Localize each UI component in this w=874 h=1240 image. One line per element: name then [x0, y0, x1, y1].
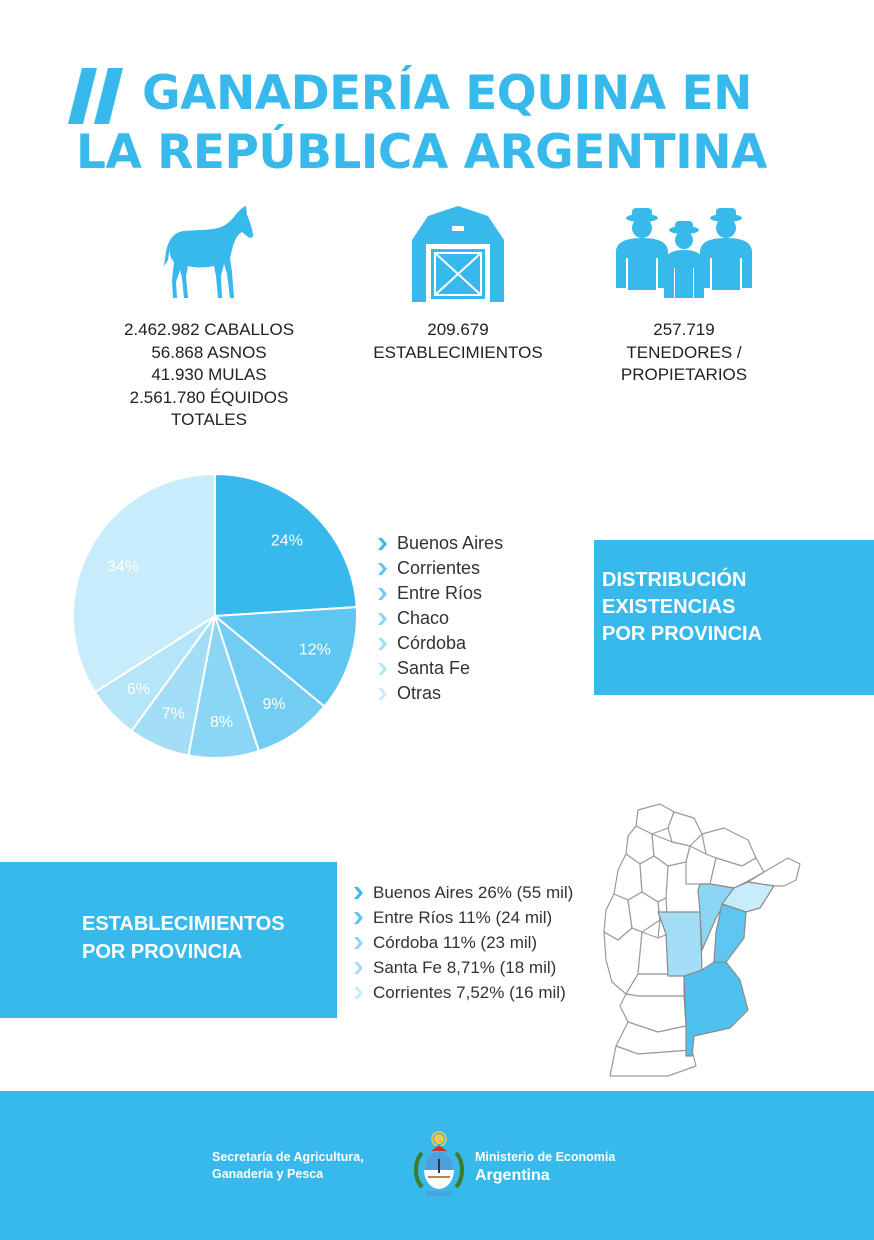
legend-label: Córdoba [397, 633, 467, 653]
stat-line: TENEDORES / [626, 342, 742, 362]
chart-legend [378, 531, 503, 706]
list-item [354, 955, 573, 980]
title-line-2: LA REPÚBLICA ARGENTINA [76, 125, 767, 180]
chevron-right-icon [378, 563, 387, 575]
stat-line: 41.930 MULAS [151, 365, 267, 384]
legend-label: Santa Fe [397, 658, 471, 678]
chevron-right-icon [354, 987, 363, 999]
legend-label: Otras [397, 683, 442, 703]
list-item [354, 980, 573, 1005]
stat-line: 56.868 ASNOS [151, 342, 267, 362]
stat-line: 257.719 [653, 320, 715, 339]
chevron-right-icon [378, 538, 387, 550]
distribution-heading [602, 567, 762, 648]
legend-label: Buenos Aires [397, 533, 504, 553]
stat-line: 209.679 [427, 320, 489, 339]
pie-label-santa-fe: 6% [126, 680, 151, 698]
horse-icon [164, 206, 254, 300]
legend-item [378, 581, 503, 606]
heading-line: EXISTENCIAS [602, 596, 736, 618]
argentina-map-icon [598, 800, 804, 1082]
chevron-right-icon [378, 588, 387, 600]
establishments-stat [358, 319, 558, 364]
title-line-1: GANADERÍA EQUINA EN [142, 66, 752, 121]
list-item-text: Córdoba 11% (23 mil) [373, 933, 538, 952]
heading-line: DISTRIBUCIÓN [602, 569, 747, 591]
chevron-right-icon [378, 688, 387, 700]
chevron-right-icon [354, 962, 363, 974]
legend-label: Chaco [397, 608, 450, 628]
list-item-text: Corrientes 7,52% (16 mil) [373, 983, 566, 1002]
heading-line: POR PROVINCIA [82, 941, 243, 963]
pie-label-corrientes: 12% [298, 641, 331, 659]
establishments-heading [82, 910, 285, 966]
legend-item [378, 656, 503, 681]
legend-label: Entre Ríos [397, 583, 483, 603]
pie-label-entre-rios: 9% [262, 695, 286, 713]
pie-label-chaco: 8% [210, 713, 234, 731]
heading-line: ESTABLECIMIENTOS [82, 913, 285, 935]
pie-label-otras: 34% [106, 558, 140, 576]
chevron-right-icon [354, 937, 363, 949]
list-item-text: Santa Fe 8,71% (18 mil) [373, 958, 557, 977]
establishments-list [354, 880, 573, 1005]
heading-line: POR PROVINCIA [602, 623, 763, 645]
stat-line: 2.462.982 CABALLOS [123, 320, 295, 339]
pie-label-cordoba: 7% [161, 705, 185, 723]
barn-icon [412, 206, 504, 302]
farmers-icon [612, 206, 756, 298]
chevron-right-icon [378, 663, 387, 675]
legend-item [378, 556, 503, 581]
owners-stat [594, 319, 774, 387]
legend-label: Corrientes [397, 558, 481, 578]
list-item-text: Buenos Aires 26% (55 mil) [373, 883, 574, 902]
establishments-heading-box [0, 862, 337, 1018]
pie-chart [60, 470, 380, 770]
legend-item [378, 606, 503, 631]
ministerio-line-2: Argentina [475, 1167, 550, 1184]
secretaria-line-1: Secretaría de Agricultura, [212, 1150, 364, 1164]
stat-line: TOTALES [171, 410, 247, 429]
secretaria-line-2: Ganadería y Pesca [212, 1167, 324, 1181]
stat-line: PROPIETARIOS [620, 365, 748, 384]
list-item [354, 930, 573, 955]
distribution-heading-box [594, 540, 874, 695]
chevron-right-icon [354, 887, 363, 899]
ministerio-line-1: Ministerio de Economía [475, 1150, 616, 1164]
equines-stat [104, 319, 314, 432]
footer [0, 1091, 874, 1240]
list-item [354, 880, 573, 905]
page-title [76, 64, 767, 182]
stat-line: ESTABLECIMIENTOS [373, 342, 543, 362]
legend-item [378, 531, 503, 556]
argentina-coat-of-arms-icon [414, 1129, 464, 1201]
legend-item [378, 631, 503, 656]
chevron-right-icon [354, 912, 363, 924]
pie-label-buenos-aires: 24% [270, 532, 303, 550]
chevron-right-icon [378, 638, 387, 650]
secretaria-label [212, 1149, 364, 1183]
stat-line: 2.561.780 ÉQUIDOS [129, 387, 289, 407]
legend-item [378, 681, 503, 706]
ministerio-label [475, 1149, 615, 1186]
list-item-text: Entre Ríos 11% (24 mil) [373, 908, 553, 927]
list-item [354, 905, 573, 930]
chevron-right-icon [378, 613, 387, 625]
